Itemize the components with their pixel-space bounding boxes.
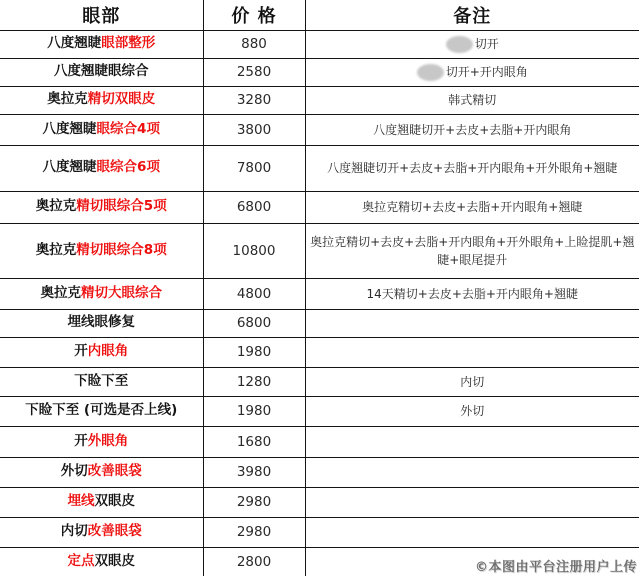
remark-text: 14天精切+去皮+去脂+开内眼角+翘睫 (366, 286, 578, 301)
remark-text: 八度翘睫切开+去皮+去脂+开内眼角 (373, 122, 572, 137)
remark-cell (305, 396, 639, 426)
procedure-name-highlight: 改善眼袋 (87, 523, 142, 540)
table-row (0, 426, 639, 457)
price-cell: 2980 (203, 487, 305, 517)
procedure-name-text: 奥拉克 (47, 91, 88, 108)
table-row (0, 396, 639, 426)
remark-cell (305, 114, 639, 145)
remark-cell (305, 517, 639, 547)
remark-text: 切开 (474, 37, 499, 51)
col-header-remarks: 备注 (305, 0, 639, 30)
redaction-blob (417, 64, 444, 81)
table-row (0, 457, 639, 487)
procedure-name-cell (0, 114, 203, 145)
remark-cell (305, 223, 639, 278)
price-cell: 1280 (203, 367, 305, 396)
table-row (0, 278, 639, 309)
procedure-name-text: 下睑下至 (可选是否上线) (25, 402, 178, 419)
procedure-name-text: 奥拉克 (35, 198, 77, 215)
procedure-name-cell (0, 58, 203, 86)
procedure-name-highlight: 眼综合4项 (96, 120, 160, 137)
procedure-name-highlight: 埋线 (67, 493, 95, 510)
procedure-name-cell (0, 86, 203, 114)
table-row (0, 58, 639, 86)
redaction-blob (446, 36, 473, 53)
procedure-name-cell (0, 278, 203, 309)
price-cell: 6800 (203, 191, 305, 223)
procedure-name-text: 八度翘睫 (42, 159, 97, 176)
procedure-name-text: 开 (74, 432, 88, 449)
procedure-name-highlight: 眼综合6项 (96, 159, 160, 176)
procedure-name-highlight: 眼部整形 (101, 35, 156, 52)
table-row (0, 223, 639, 278)
procedure-name-cell (0, 426, 203, 457)
price-cell: 1980 (203, 337, 305, 367)
procedure-name-text: 开 (74, 343, 88, 360)
procedure-name-cell (0, 30, 203, 58)
procedure-name-cell (0, 457, 203, 487)
remark-cell (305, 487, 639, 517)
table-row (0, 367, 639, 396)
remark-cell (305, 426, 639, 457)
procedure-name-highlight: 精切眼综合5项 (76, 198, 167, 215)
remark-cell (305, 278, 639, 309)
procedure-name-cell (0, 145, 203, 191)
table-row (0, 145, 639, 191)
table-row (0, 86, 639, 114)
remark-text: 切开+开内眼角 (445, 65, 528, 79)
price-cell: 3800 (203, 114, 305, 145)
procedure-name-cell (0, 337, 203, 367)
procedure-name-text: 外切 (60, 463, 88, 480)
procedure-name-cell (0, 487, 203, 517)
table-row (0, 487, 639, 517)
price-cell: 2800 (203, 547, 305, 576)
remark-text: 韩式精切 (448, 93, 497, 107)
table-row (0, 191, 639, 223)
procedure-name-text: 八度翘睫 (47, 35, 102, 52)
procedure-name-text: 奥拉克 (40, 284, 81, 301)
price-cell: 3980 (203, 457, 305, 487)
procedure-name-cell (0, 396, 203, 426)
remark-cell (305, 457, 639, 487)
remark-cell (305, 191, 639, 223)
procedure-name-cell (0, 309, 203, 337)
procedure-name-text: 奥拉克 (35, 241, 77, 258)
remark-text: 内切 (460, 374, 485, 389)
price-cell: 1980 (203, 396, 305, 426)
procedure-name-text: 双眼皮 (94, 552, 135, 569)
price-cell: 3280 (203, 86, 305, 114)
price-cell: 4800 (203, 278, 305, 309)
procedure-name-highlight: 改善眼袋 (87, 463, 142, 480)
remark-cell (305, 367, 639, 396)
price-cell: 10800 (203, 223, 305, 278)
price-cell: 6800 (203, 309, 305, 337)
procedure-name-highlight: 精切眼综合8项 (76, 241, 167, 258)
remark-text: 奥拉克精切+去皮+去脂+开内眼角+翘睫 (362, 200, 583, 214)
price-cell: 2980 (203, 517, 305, 547)
procedure-name-highlight: 内眼角 (87, 343, 129, 360)
procedure-name-highlight: 精切大眼综合 (81, 284, 162, 301)
procedure-name-highlight: 外眼角 (87, 432, 129, 449)
procedure-name-highlight: 定点 (67, 552, 95, 569)
remark-cell (305, 145, 639, 191)
procedure-name-highlight: 精切双眼皮 (87, 91, 156, 108)
procedure-name-text: 内切 (60, 523, 88, 540)
procedure-name-cell (0, 223, 203, 278)
price-cell: 2580 (203, 58, 305, 86)
table-row (0, 517, 639, 547)
procedure-name-cell (0, 547, 203, 576)
procedure-name-text: 八度翘睫 (42, 120, 97, 137)
table-row (0, 337, 639, 367)
remark-cell (305, 58, 639, 86)
procedure-name-text: 下睑下至 (74, 372, 129, 389)
procedure-name-text: 双眼皮 (94, 493, 135, 510)
price-cell: 7800 (203, 145, 305, 191)
procedure-name-cell (0, 367, 203, 396)
table-row (0, 114, 639, 145)
remark-cell (305, 30, 639, 58)
table-row (0, 309, 639, 337)
watermark: ©本图由平台注册用户上传 (474, 560, 637, 575)
remark-cell (305, 337, 639, 367)
header-row (0, 0, 639, 30)
remark-text: 奥拉克精切+去皮+去脂+开内眼角+开外眼角+上睑提肌+翘睫+眼尾提升 (310, 234, 635, 267)
col-header-price: 价 格 (203, 0, 305, 30)
procedure-name-text: 八度翘睫眼综合 (54, 63, 149, 80)
procedure-name-cell (0, 517, 203, 547)
table-row (0, 30, 639, 58)
procedure-name-cell (0, 191, 203, 223)
remark-text: 外切 (460, 404, 485, 418)
remark-text: 八度翘睫切开+去皮+去脂+开内眼角+开外眼角+翘睫 (327, 161, 618, 175)
remark-cell (305, 86, 639, 114)
procedure-name-text: 埋线眼修复 (67, 314, 135, 331)
price-cell: 880 (203, 30, 305, 58)
col-header-eye-area: 眼部 (0, 0, 203, 30)
price-cell: 1680 (203, 426, 305, 457)
remark-cell (305, 309, 639, 337)
